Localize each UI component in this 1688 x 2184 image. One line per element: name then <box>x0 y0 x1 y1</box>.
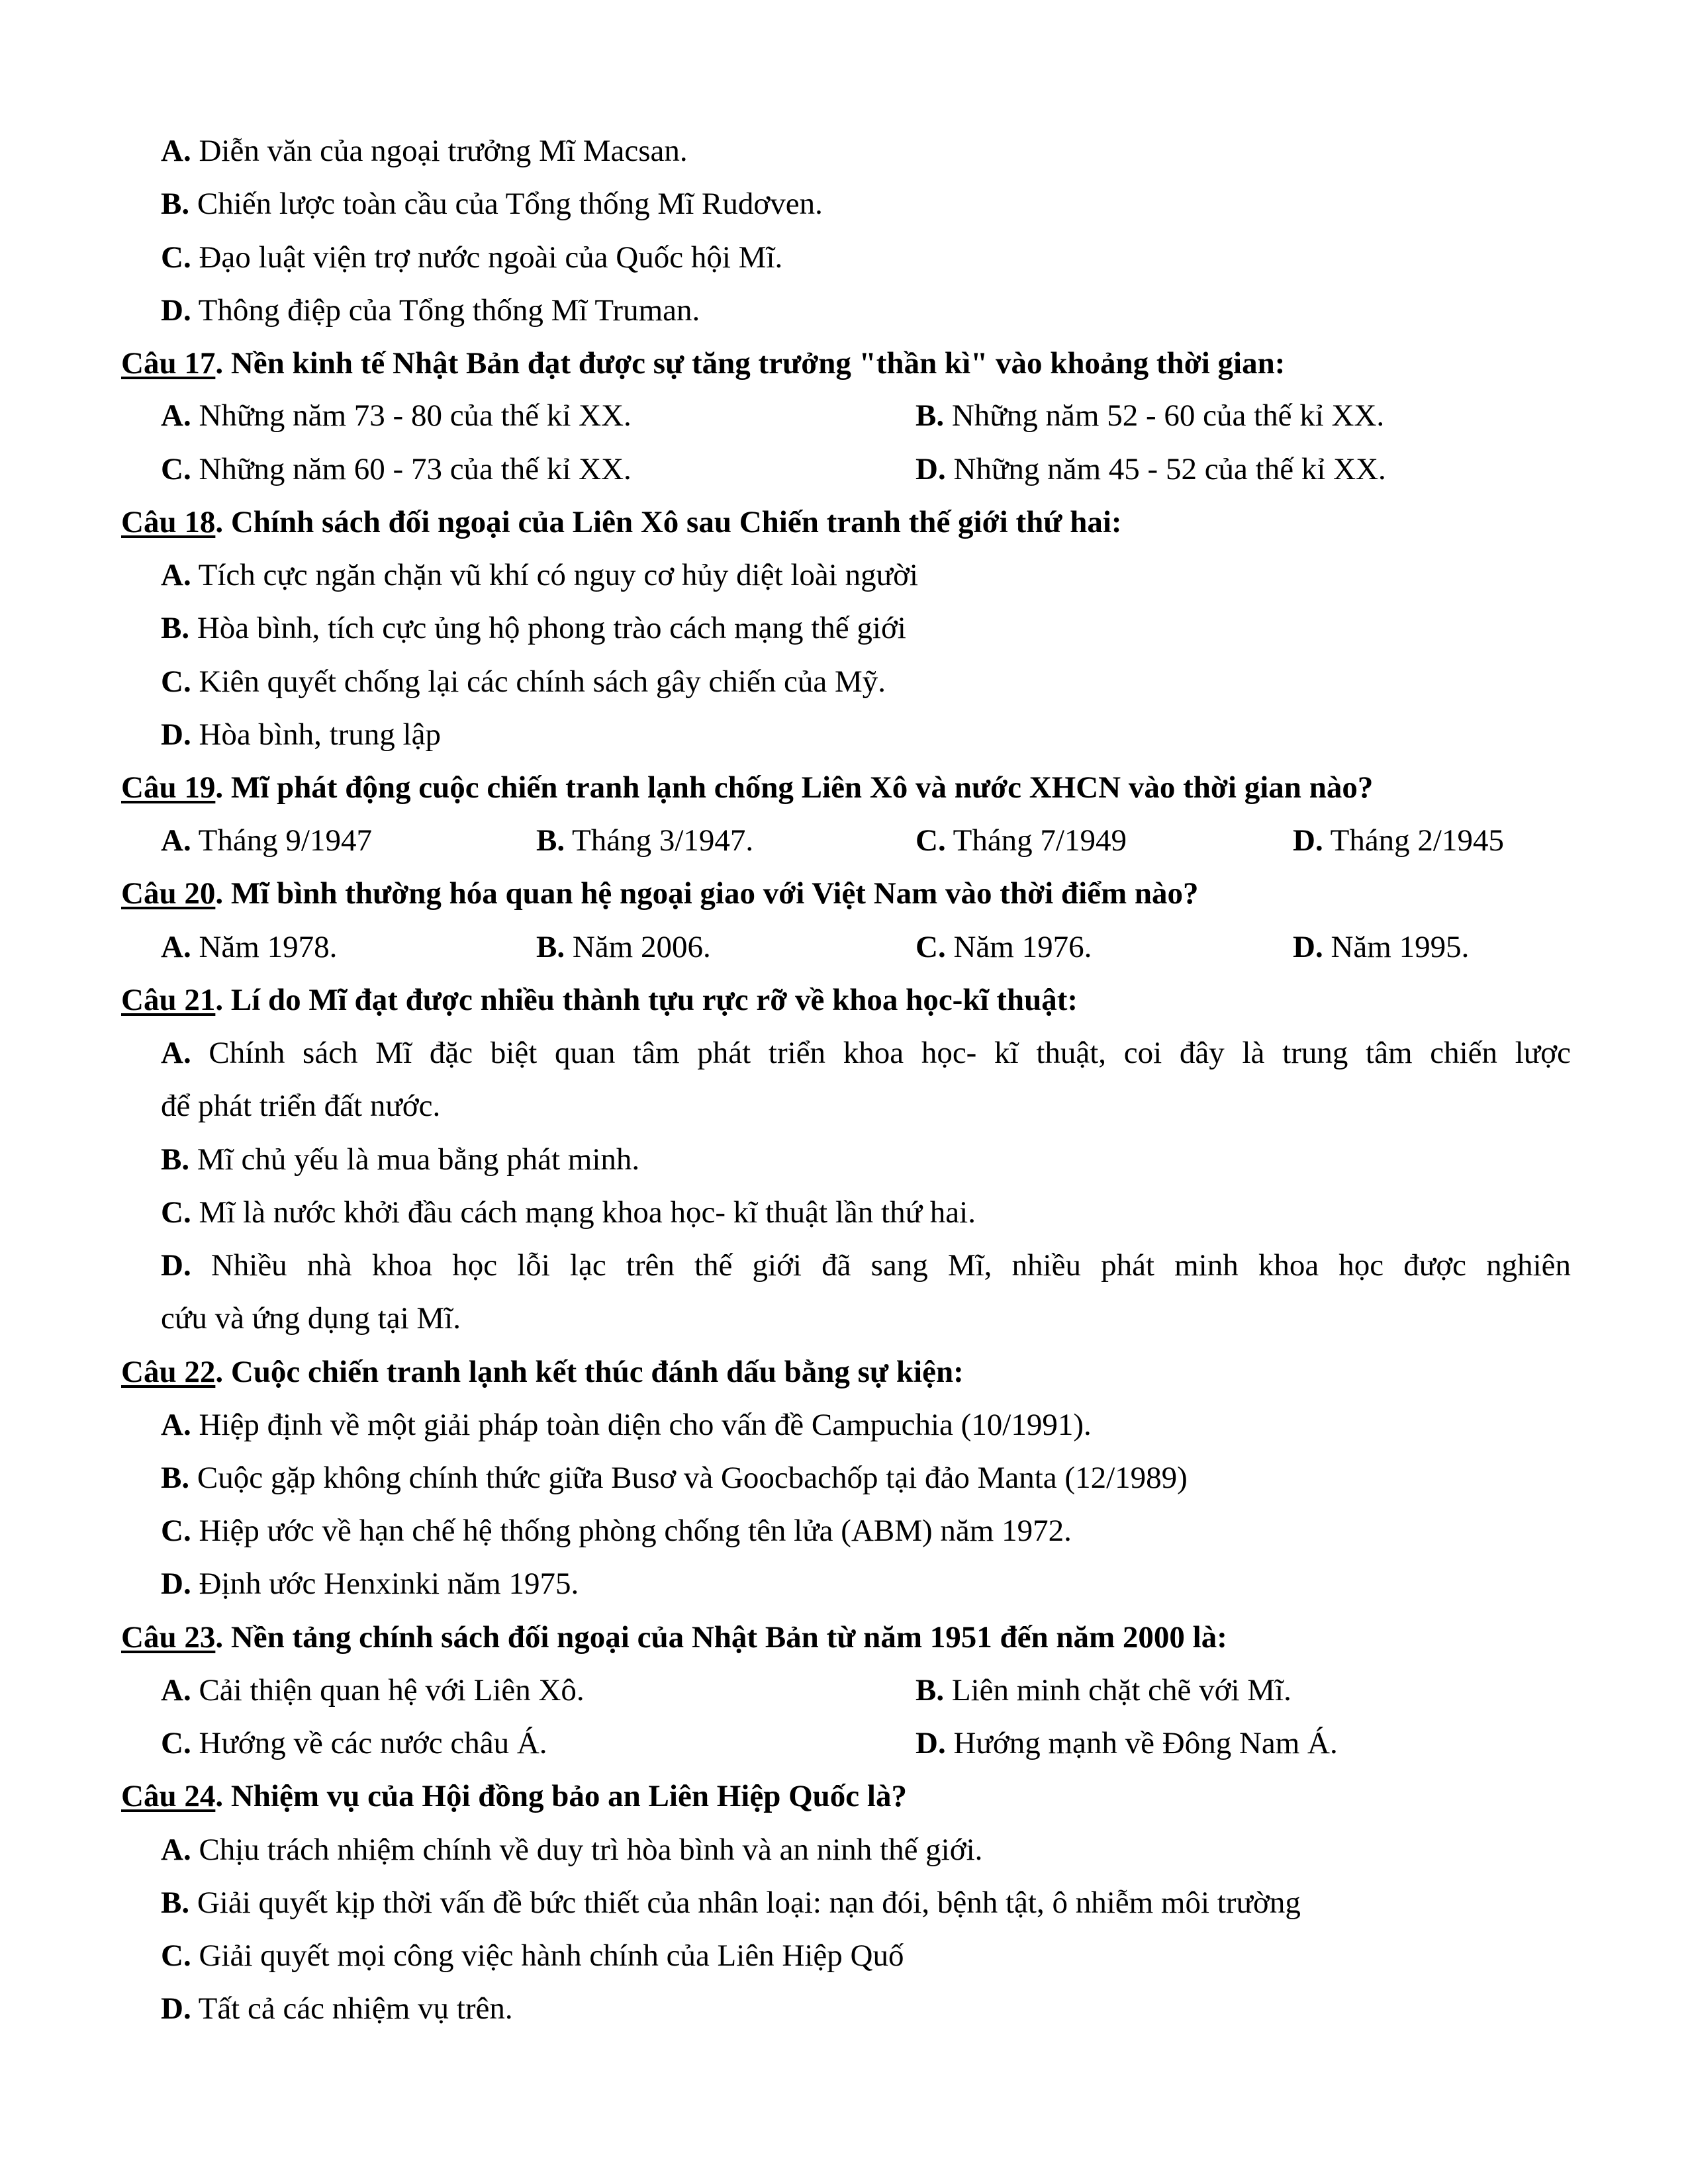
q21-option-d: D. Nhiều nhà khoa học lỗi lạc trên thế giới đã sang Mĩ, nhiều phát minh khoa học được nghiên <box>161 1248 1571 1283</box>
q17-option-c: C. Những năm 60 - 73 của thế kỉ XX. <box>161 452 632 486</box>
q18-option-a: A. Tích cực ngăn chặn vũ khí có nguy cơ hủy diệt loài người <box>161 558 918 592</box>
q18-option-b: B. Hòa bình, tích cực ủng hộ phong trào cách mạng thế giới <box>161 611 906 645</box>
q18-option-c: C. Kiên quyết chống lại các chính sách gây chiến của Mỹ. <box>161 664 886 699</box>
q17-option-a: A. Những năm 73 - 80 của thế kỉ XX. <box>161 398 632 433</box>
question-22: Câu 22. Cuộc chiến tranh lạnh kết thúc đánh dấu bằng sự kiện: <box>121 1355 964 1389</box>
q17-option-b: B. Những năm 52 - 60 của thế kỉ XX. <box>915 398 1385 433</box>
q20-option-c: C. Năm 1976. <box>915 930 1092 964</box>
q16-option-b: B. Chiến lược toàn cầu của Tổng thống Mĩ Rudơven. <box>161 187 823 221</box>
q22-option-c: C. Hiệp ước về hạn chế hệ thống phòng chống tên lửa (ABM) năm 1972. <box>161 1514 1072 1548</box>
question-21: Câu 21. Lí do Mĩ đạt được nhiều thành tựu rực rỡ về khoa học-kĩ thuật: <box>121 983 1078 1017</box>
question-23: Câu 23. Nền tảng chính sách đối ngoại của Nhật Bản từ năm 1951 đến năm 2000 là: <box>121 1620 1227 1655</box>
q23-option-d: D. Hướng mạnh về Đông Nam Á. <box>915 1726 1338 1760</box>
q21-option-d-continued: cứu và ứng dụng tại Mĩ. <box>161 1301 461 1336</box>
q19-option-b: B. Tháng 3/1947. <box>536 823 754 858</box>
q22-option-d: D. Định ước Henxinki năm 1975. <box>161 1567 579 1601</box>
q16-option-c: C. Đạo luật viện trợ nước ngoài của Quốc hội Mĩ. <box>161 240 783 275</box>
q16-option-d: D. Thông điệp của Tổng thống Mĩ Truman. <box>161 293 700 328</box>
q19-option-a: A. Tháng 9/1947 <box>161 823 372 858</box>
question-20: Câu 20. Mĩ bình thường hóa quan hệ ngoại giao với Việt Nam vào thời điểm nào? <box>121 876 1199 911</box>
q18-option-d: D. Hòa bình, trung lập <box>161 717 441 752</box>
q22-option-a: A. Hiệp định về một giải pháp toàn diện cho vấn đề Campuchia (10/1991). <box>161 1408 1092 1442</box>
q19-option-c: C. Tháng 7/1949 <box>915 823 1127 858</box>
q24-option-c: C. Giải quyết mọi công việc hành chính của Liên Hiệp Quố <box>161 1938 904 1973</box>
q21-option-a: A. Chính sách Mĩ đặc biệt quan tâm phát triển khoa học- kĩ thuật, coi đây là trung tâm chiến lược <box>161 1036 1571 1070</box>
q21-option-b: B. Mĩ chủ yếu là mua bằng phát minh. <box>161 1142 640 1177</box>
q17-option-d: D. Những năm 45 - 52 của thế kỉ XX. <box>915 452 1386 486</box>
q23-option-c: C. Hướng về các nước châu Á. <box>161 1726 547 1760</box>
q20-option-a: A. Năm 1978. <box>161 930 338 964</box>
q24-option-a: A. Chịu trách nhiệm chính về duy trì hòa bình và an ninh thế giới. <box>161 1833 983 1867</box>
q20-option-d: D. Năm 1995. <box>1293 930 1470 964</box>
q21-option-c: C. Mĩ là nước khởi đầu cách mạng khoa học- kĩ thuật lần thứ hai. <box>161 1195 976 1230</box>
q22-option-b: B. Cuộc gặp không chính thức giữa Busơ và Goocbachốp tại đảo Manta (12/1989) <box>161 1461 1188 1495</box>
q19-option-d: D. Tháng 2/1945 <box>1293 823 1504 858</box>
q20-option-b: B. Năm 2006. <box>536 930 711 964</box>
q21-option-a-continued: để phát triển đất nước. <box>161 1089 441 1123</box>
q24-option-b: B. Giải quyết kịp thời vấn đề bức thiết của nhân loại: nạn đói, bệnh tật, ô nhiễm môi trường <box>161 1886 1301 1920</box>
q24-option-d: D. Tất cả các nhiệm vụ trên. <box>161 1991 513 2026</box>
question-18: Câu 18. Chính sách đối ngoại của Liên Xô sau Chiến tranh thế giới thứ hai: <box>121 505 1122 539</box>
question-24: Câu 24. Nhiệm vụ của Hội đồng bảo an Liên Hiệp Quốc là? <box>121 1779 907 1813</box>
question-19: Câu 19. Mĩ phát động cuộc chiến tranh lạnh chống Liên Xô và nước XHCN vào thời gian nào? <box>121 770 1374 805</box>
q16-option-a: A. Diễn văn của ngoại trưởng Mĩ Macsan. <box>161 134 688 168</box>
question-17: Câu 17. Nền kinh tế Nhật Bản đạt được sự tăng trưởng "thần kì" vào khoảng thời gian: <box>121 346 1286 381</box>
q23-option-a: A. Cải thiện quan hệ với Liên Xô. <box>161 1673 585 1707</box>
q23-option-b: B. Liên minh chặt chẽ với Mĩ. <box>915 1673 1291 1707</box>
